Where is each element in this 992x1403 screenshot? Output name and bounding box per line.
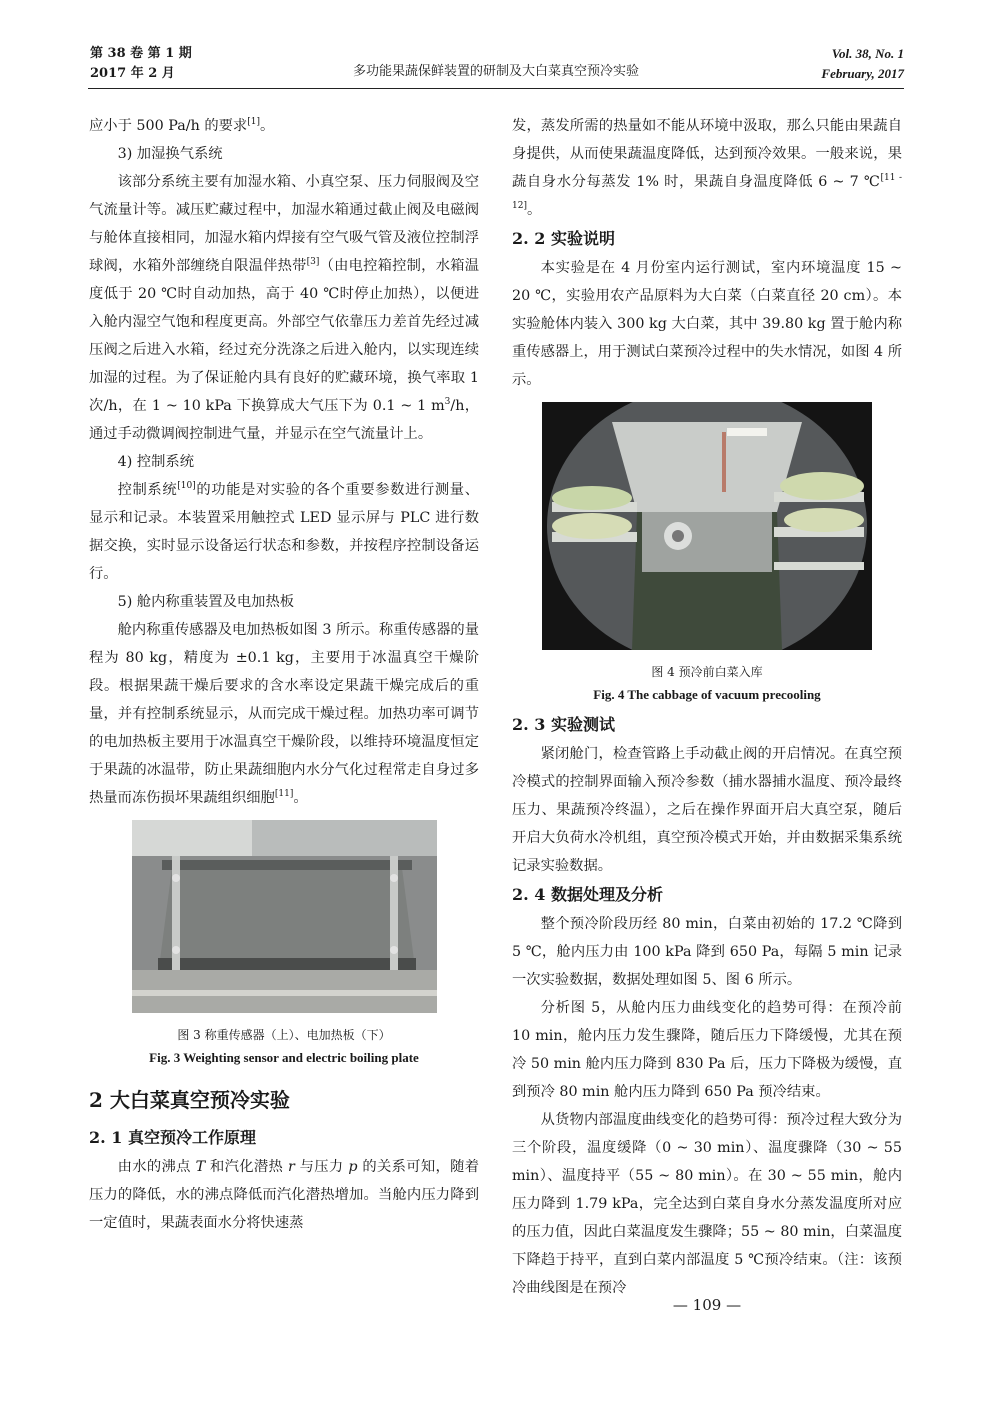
- paragraph: 整个预冷阶段历经 80 min，白菜由初始的 17.2 ℃降到 5 ℃，舱内压力由 100 kPa 降到 650 Pa，每隔 5 min 记录一次实验数据，数据处理如图 5、图 6 所示。: [512, 916, 902, 988]
- figure-4-caption-zh: 图 4 预冷前白菜入库: [651, 665, 763, 679]
- subsection-heading: 3) 加湿换气系统: [117, 146, 223, 162]
- header-volume-zh: 第 38 卷 第 1 期: [90, 46, 192, 61]
- citation: [11 - 12]: [512, 173, 902, 212]
- paragraph: 控制系统[10]的功能是对实验的各个重要参数进行测量、显示和记录。本装置采用触控式 LED 显示屏与 PLC 进行数据交换，实时显示设备运行状态和参数，并按程序控制设备运行。: [89, 481, 480, 582]
- citation: [10]: [177, 481, 196, 492]
- subsection-heading: 2. 2 实验说明: [512, 229, 615, 248]
- figure-3-caption-en: Fig. 3 Weighting sensor and electric boiling plate: [149, 1050, 419, 1065]
- figure-3: [89, 820, 479, 1069]
- paragraph: 从货物内部温度曲线变化的趋势可得：预冷过程大致分为三个阶段，温度缓降（0 ~ 30 min）、温度骤降（30 ~ 55 min）、温度持平（55 ~ 80 min）。在 30 ~ 55 min，舱内压力降到 1.79 kPa，完全达到白菜自身水分蒸发温度所对应的压力值，因此白菜温度发生骤降；55 ~ 80 min，白菜温度下降趋于持平，直到白菜内部温度 5 ℃预冷结束。（注：该预冷曲线图是在预冷: [512, 1112, 902, 1296]
- section-heading: 2 大白菜真空预冷实验: [89, 1088, 290, 1112]
- paragraph: 由水的沸点 T 和汽化潜热 r 与压力 p 的关系可知，随着压力的降低，水的沸点降低而汽化潜热增加。当舱内压力降到一定值时，果蔬表面水分将快速蒸: [89, 1159, 480, 1231]
- subsection-heading: 2. 1 真空预冷工作原理: [89, 1128, 256, 1147]
- paragraph: 该部分系统主要有加湿水箱、小真空泵、压力伺服阀及空气流量计等。减压贮藏过程中，加湿水箱通过截止阀及电磁阀与舱体直接相同，加湿水箱内焊接有空气吸气管及液位控制浮球阀，水箱外部缠绕自限温伴热带[3]（由电控箱控制，水箱温度低于 20 ℃时自动加热，高于 40 ℃时停止加热），以便进入舱内湿空气饱和程度更高。外部空气依靠压力差首先经过减压阀之后进入水箱，经过充分洗涤之后进入舱内，以实现连续加湿的过程。为了保证舱内具有良好的贮藏环境，换气率取 1 次/h，在 1 ~ 10 kPa 下换算成大气压下为 0.1 ~ 1 $m^3/h$，通过手动微调阀控制进气量，并显示在空气流量计上。: [89, 174, 480, 442]
- figure-4: [512, 402, 902, 706]
- weighing-sensor-photo: [132, 820, 437, 1013]
- paragraph: 紧闭舱门，检查管路上手动截止阀的开启情况。在真空预冷模式的控制界面输入预冷参数（捕水器捕水温度、预冷最终压力、果蔬预冷终温），之后在操作界面开启大真空泵，随后开启大负荷水冷机组，真空预冷模式开始，并由数据采集系统记录实验数据。: [512, 746, 902, 874]
- cabbage-chamber-photo: [542, 402, 872, 650]
- citation: [11]: [274, 789, 294, 800]
- subsection-heading: 4) 控制系统: [117, 454, 194, 470]
- header-volume-en: Vol. 38, No. 1: [831, 46, 904, 61]
- figure-3-caption-zh: 图 3 称重传感器（上）、电加热板（下）: [177, 1028, 391, 1042]
- subsection-heading: 2. 3 实验测试: [512, 715, 615, 734]
- paragraph: 应小于 500 Pa/h 的要求[1]。: [89, 117, 275, 134]
- citation: [3]: [306, 257, 320, 268]
- header-date-zh: 2017 年 2 月: [90, 66, 175, 81]
- right-column: [512, 112, 902, 1302]
- citation: [1]: [247, 117, 260, 128]
- paragraph: 发，蒸发所需的热量如不能从环境中汲取，那么只能由果蔬自身提供，从而使果蔬温度降低，达到预冷效果。一般来说，果蔬自身水分每蒸发 1% 时，果蔬自身温度降低 6 ~ 7 ℃[11 - 12]。: [512, 118, 902, 218]
- paragraph: 分析图 5，从舱内压力曲线变化的趋势可得：在预冷前 10 min，舱内压力发生骤降，随后压力下降缓慢，尤其在预冷 50 min 舱内压力降到 830 Pa 后，压力下降极为缓慢，直到预冷 80 min 舱内压力降到 650 Pa 预冷结束。: [512, 1000, 902, 1100]
- page-number: — 109 —: [672, 1296, 742, 1314]
- left-column: [89, 112, 479, 1237]
- paragraph: 本实验是在 4 月份室内运行测试，室内环境温度 15 ~ 20 ℃，实验用农产品原料为大白菜（白菜直径 20 cm）。本实验舱体内装入 300 kg 大白菜，其中 39.80 kg 置于舱内称重传感器上，用于测试白菜预冷过程中的失水情况，如图 4 所示。: [512, 260, 902, 388]
- figure-4-caption-en: Fig. 4 The cabbage of vacuum precooling: [593, 687, 821, 702]
- header-rule: [88, 88, 904, 89]
- header-date-en: February, 2017: [821, 66, 904, 81]
- running-title: 多功能果蔬保鲜装置的研制及大白菜真空预冷实验: [352, 64, 639, 79]
- subsection-heading: 2. 4 数据处理及分析: [512, 885, 663, 904]
- header-right: [821, 44, 904, 84]
- paragraph: 舱内称重传感器及电加热板如图 3 所示。称重传感器的量程为 80 kg，精度为 ±0.1 kg，主要用于冰温真空干燥阶段。根据果蔬干燥后要求的含水率设定果蔬干燥完成后的重量，并有控制系统显示，从而完成干燥过程。加热功率可调节的电加热板主要用于冰温真空干燥阶段，以维持环境温度恒定于果蔬的冰温带，防止果蔬细胞内水分气化过程常走自身过多热量而冻伤损坏果蔬组织细胞[11]。: [89, 622, 479, 806]
- subsection-heading: 5) 舱内称重装置及电加热板: [117, 594, 295, 610]
